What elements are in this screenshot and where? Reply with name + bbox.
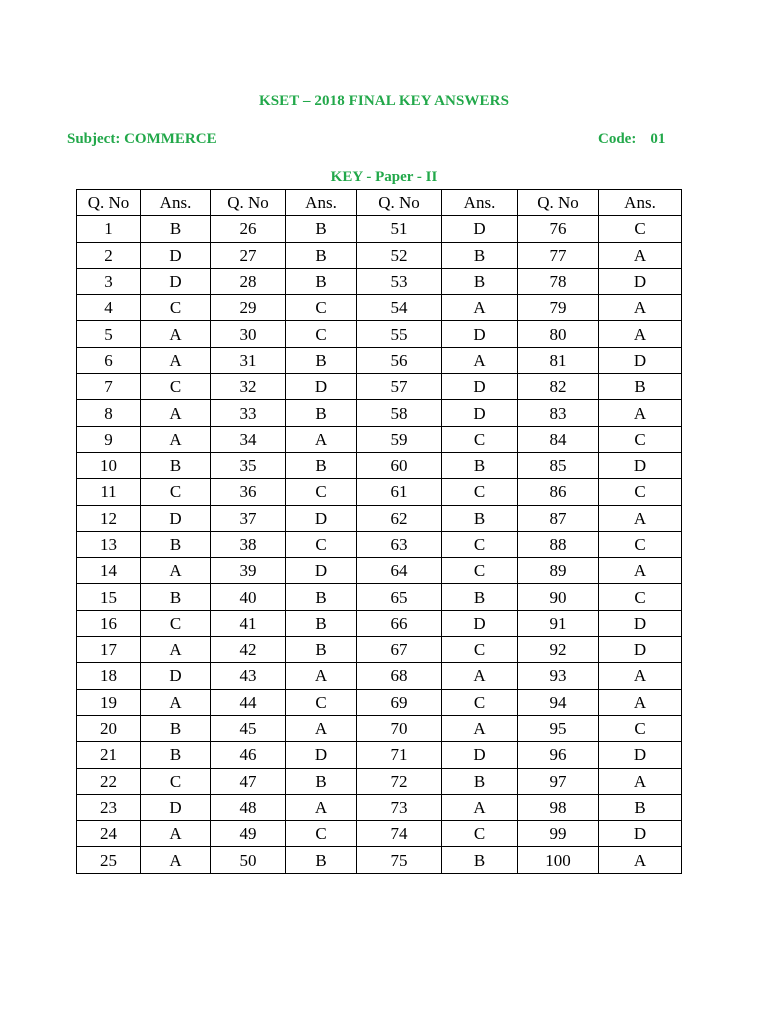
question-number-cell: 37	[211, 505, 286, 531]
column-header: Ans.	[599, 190, 682, 216]
answer-cell: D	[599, 742, 682, 768]
answer-cell: D	[286, 374, 357, 400]
answer-cell: B	[286, 347, 357, 373]
answer-cell: B	[141, 531, 211, 557]
table-row	[77, 347, 682, 373]
table-row	[77, 821, 682, 847]
question-number-cell: 5	[77, 321, 141, 347]
question-number-cell: 61	[357, 479, 442, 505]
answer-cell: C	[286, 321, 357, 347]
answer-cell: C	[286, 479, 357, 505]
question-number-cell: 45	[211, 715, 286, 741]
answer-cell: A	[141, 558, 211, 584]
answer-cell: A	[141, 821, 211, 847]
answer-cell: A	[442, 794, 518, 820]
question-number-cell: 67	[357, 637, 442, 663]
question-number-cell: 72	[357, 768, 442, 794]
answer-cell: D	[442, 400, 518, 426]
answer-cell: B	[286, 268, 357, 294]
answer-cell: D	[599, 637, 682, 663]
answer-cell: A	[141, 637, 211, 663]
answer-cell: C	[442, 558, 518, 584]
question-number-cell: 91	[518, 610, 599, 636]
column-header: Q. No	[211, 190, 286, 216]
question-number-cell: 51	[357, 216, 442, 242]
table-row	[77, 637, 682, 663]
table-row	[77, 610, 682, 636]
table-row	[77, 847, 682, 873]
question-number-cell: 34	[211, 426, 286, 452]
question-number-cell: 97	[518, 768, 599, 794]
answer-cell: B	[599, 794, 682, 820]
question-number-cell: 65	[357, 584, 442, 610]
question-number-cell: 23	[77, 794, 141, 820]
answer-cell: A	[599, 847, 682, 873]
answer-cell: A	[599, 295, 682, 321]
question-number-cell: 14	[77, 558, 141, 584]
question-number-cell: 73	[357, 794, 442, 820]
table-header-row	[77, 190, 682, 216]
answer-cell: A	[599, 321, 682, 347]
question-number-cell: 92	[518, 637, 599, 663]
paper-heading: KEY - Paper - II	[330, 169, 438, 185]
table-row	[77, 452, 682, 478]
question-number-cell: 89	[518, 558, 599, 584]
question-number-cell: 95	[518, 715, 599, 741]
question-number-cell: 18	[77, 663, 141, 689]
question-number-cell: 48	[211, 794, 286, 820]
answer-cell: B	[286, 216, 357, 242]
question-number-cell: 26	[211, 216, 286, 242]
question-number-cell: 96	[518, 742, 599, 768]
answer-cell: B	[286, 637, 357, 663]
question-number-cell: 50	[211, 847, 286, 873]
answer-cell: C	[599, 584, 682, 610]
answer-cell: C	[286, 689, 357, 715]
question-number-cell: 100	[518, 847, 599, 873]
table-row	[77, 479, 682, 505]
question-number-cell: 6	[77, 347, 141, 373]
question-number-cell: 49	[211, 821, 286, 847]
column-header: Ans.	[286, 190, 357, 216]
answer-cell: C	[141, 768, 211, 794]
question-number-cell: 81	[518, 347, 599, 373]
answer-cell: B	[141, 452, 211, 478]
code-line	[598, 131, 665, 148]
answer-cell: D	[599, 452, 682, 478]
answer-cell: C	[286, 531, 357, 557]
question-number-cell: 10	[77, 452, 141, 478]
answer-cell: D	[442, 216, 518, 242]
answer-cell: D	[599, 268, 682, 294]
question-number-cell: 33	[211, 400, 286, 426]
question-number-cell: 2	[77, 242, 141, 268]
answer-cell: D	[442, 374, 518, 400]
answer-cell: A	[599, 242, 682, 268]
answer-cell: A	[599, 400, 682, 426]
answer-cell: B	[442, 242, 518, 268]
answer-cell: A	[141, 347, 211, 373]
answer-key-table	[76, 189, 682, 874]
answer-cell: B	[286, 400, 357, 426]
answer-cell: D	[442, 610, 518, 636]
question-number-cell: 28	[211, 268, 286, 294]
answer-cell: B	[141, 742, 211, 768]
answer-cell: B	[442, 584, 518, 610]
table-row	[77, 400, 682, 426]
answer-cell: A	[599, 558, 682, 584]
question-number-cell: 77	[518, 242, 599, 268]
question-number-cell: 52	[357, 242, 442, 268]
answer-cell: A	[141, 847, 211, 873]
table-row	[77, 321, 682, 347]
question-number-cell: 85	[518, 452, 599, 478]
table-row	[77, 715, 682, 741]
answer-cell: C	[599, 216, 682, 242]
question-number-cell: 32	[211, 374, 286, 400]
answer-cell: D	[599, 821, 682, 847]
answer-cell: D	[141, 794, 211, 820]
question-number-cell: 15	[77, 584, 141, 610]
answer-cell: A	[286, 426, 357, 452]
answer-cell: B	[286, 768, 357, 794]
question-number-cell: 86	[518, 479, 599, 505]
answer-cell: B	[442, 268, 518, 294]
answer-cell: D	[599, 347, 682, 373]
question-number-cell: 39	[211, 558, 286, 584]
table-row	[77, 242, 682, 268]
column-header: Ans.	[141, 190, 211, 216]
question-number-cell: 21	[77, 742, 141, 768]
answer-cell: C	[442, 637, 518, 663]
question-number-cell: 88	[518, 531, 599, 557]
answer-cell: B	[442, 847, 518, 873]
question-number-cell: 36	[211, 479, 286, 505]
answer-cell: A	[141, 689, 211, 715]
answer-cell: C	[141, 295, 211, 321]
question-number-cell: 55	[357, 321, 442, 347]
question-number-cell: 46	[211, 742, 286, 768]
answer-cell: C	[141, 374, 211, 400]
question-number-cell: 16	[77, 610, 141, 636]
answer-cell: D	[599, 610, 682, 636]
answer-cell: A	[141, 321, 211, 347]
question-number-cell: 80	[518, 321, 599, 347]
answer-cell: C	[442, 689, 518, 715]
question-number-cell: 98	[518, 794, 599, 820]
code-value: 01	[650, 131, 666, 147]
answer-cell: B	[599, 374, 682, 400]
answer-cell: A	[599, 689, 682, 715]
answer-cell: B	[141, 216, 211, 242]
answer-cell: C	[599, 479, 682, 505]
question-number-cell: 99	[518, 821, 599, 847]
answer-cell: A	[286, 663, 357, 689]
subject-line	[67, 131, 217, 148]
question-number-cell: 53	[357, 268, 442, 294]
question-number-cell: 79	[518, 295, 599, 321]
answer-cell: A	[442, 295, 518, 321]
subject-value: COMMERCE	[124, 131, 217, 147]
question-number-cell: 58	[357, 400, 442, 426]
question-number-cell: 41	[211, 610, 286, 636]
answer-cell: A	[442, 715, 518, 741]
answer-cell: B	[286, 847, 357, 873]
answer-cell: A	[599, 768, 682, 794]
question-number-cell: 83	[518, 400, 599, 426]
answer-cell: A	[141, 400, 211, 426]
answer-cell: B	[442, 452, 518, 478]
answer-cell: D	[286, 558, 357, 584]
question-number-cell: 57	[357, 374, 442, 400]
question-number-cell: 70	[357, 715, 442, 741]
answer-cell: A	[442, 663, 518, 689]
table-row	[77, 794, 682, 820]
answer-cell: D	[141, 663, 211, 689]
question-number-cell: 38	[211, 531, 286, 557]
question-number-cell: 66	[357, 610, 442, 636]
answer-cell: C	[442, 479, 518, 505]
question-number-cell: 4	[77, 295, 141, 321]
question-number-cell: 30	[211, 321, 286, 347]
answer-cell: C	[286, 821, 357, 847]
answer-cell: B	[286, 584, 357, 610]
question-number-cell: 43	[211, 663, 286, 689]
question-number-cell: 47	[211, 768, 286, 794]
question-number-cell: 40	[211, 584, 286, 610]
answer-cell: A	[286, 794, 357, 820]
question-number-cell: 78	[518, 268, 599, 294]
question-number-cell: 69	[357, 689, 442, 715]
answer-cell: A	[442, 347, 518, 373]
answer-cell: C	[599, 426, 682, 452]
question-number-cell: 56	[357, 347, 442, 373]
question-number-cell: 63	[357, 531, 442, 557]
table-row	[77, 531, 682, 557]
question-number-cell: 3	[77, 268, 141, 294]
question-number-cell: 68	[357, 663, 442, 689]
code-label: Code:	[598, 131, 637, 147]
question-number-cell: 25	[77, 847, 141, 873]
question-number-cell: 87	[518, 505, 599, 531]
answer-cell: B	[286, 242, 357, 268]
table-row	[77, 689, 682, 715]
question-number-cell: 29	[211, 295, 286, 321]
table-row	[77, 268, 682, 294]
question-number-cell: 90	[518, 584, 599, 610]
answer-cell: A	[141, 426, 211, 452]
table-body	[77, 216, 682, 873]
question-number-cell: 71	[357, 742, 442, 768]
answer-cell: D	[286, 505, 357, 531]
column-header: Q. No	[357, 190, 442, 216]
question-number-cell: 12	[77, 505, 141, 531]
column-header: Q. No	[518, 190, 599, 216]
answer-cell: C	[442, 531, 518, 557]
question-number-cell: 17	[77, 637, 141, 663]
answer-cell: A	[286, 715, 357, 741]
answer-cell: B	[442, 505, 518, 531]
table-row	[77, 584, 682, 610]
question-number-cell: 31	[211, 347, 286, 373]
table-row	[77, 558, 682, 584]
answer-cell: C	[442, 426, 518, 452]
answer-cell: A	[599, 663, 682, 689]
answer-cell: B	[286, 610, 357, 636]
table-row	[77, 426, 682, 452]
answer-cell: C	[141, 610, 211, 636]
table-row	[77, 374, 682, 400]
question-number-cell: 54	[357, 295, 442, 321]
document-title: KSET – 2018 FINAL KEY ANSWERS	[258, 93, 510, 109]
question-number-cell: 75	[357, 847, 442, 873]
answer-cell: B	[141, 715, 211, 741]
answer-cell: C	[286, 295, 357, 321]
question-number-cell: 7	[77, 374, 141, 400]
question-number-cell: 94	[518, 689, 599, 715]
column-header: Q. No	[77, 190, 141, 216]
table-row	[77, 663, 682, 689]
question-number-cell: 1	[77, 216, 141, 242]
question-number-cell: 93	[518, 663, 599, 689]
question-number-cell: 84	[518, 426, 599, 452]
question-number-cell: 82	[518, 374, 599, 400]
answer-cell: B	[286, 452, 357, 478]
answer-cell: C	[141, 479, 211, 505]
table-row	[77, 505, 682, 531]
table-row	[77, 295, 682, 321]
question-number-cell: 35	[211, 452, 286, 478]
question-number-cell: 27	[211, 242, 286, 268]
question-number-cell: 62	[357, 505, 442, 531]
question-number-cell: 76	[518, 216, 599, 242]
question-number-cell: 9	[77, 426, 141, 452]
answer-cell: D	[442, 321, 518, 347]
table-row	[77, 768, 682, 794]
table-row	[77, 742, 682, 768]
question-number-cell: 20	[77, 715, 141, 741]
question-number-cell: 24	[77, 821, 141, 847]
answer-cell: D	[141, 242, 211, 268]
question-number-cell: 74	[357, 821, 442, 847]
table-row	[77, 216, 682, 242]
answer-cell: B	[141, 584, 211, 610]
answer-cell: C	[599, 715, 682, 741]
answer-cell: D	[286, 742, 357, 768]
question-number-cell: 11	[77, 479, 141, 505]
question-number-cell: 8	[77, 400, 141, 426]
question-number-cell: 60	[357, 452, 442, 478]
question-number-cell: 44	[211, 689, 286, 715]
answer-cell: D	[141, 505, 211, 531]
answer-cell: B	[442, 768, 518, 794]
answer-cell: C	[599, 531, 682, 557]
question-number-cell: 64	[357, 558, 442, 584]
answer-cell: D	[141, 268, 211, 294]
answer-cell: D	[442, 742, 518, 768]
question-number-cell: 13	[77, 531, 141, 557]
answer-cell: A	[599, 505, 682, 531]
column-header: Ans.	[442, 190, 518, 216]
question-number-cell: 42	[211, 637, 286, 663]
answer-cell: C	[442, 821, 518, 847]
question-number-cell: 22	[77, 768, 141, 794]
question-number-cell: 19	[77, 689, 141, 715]
question-number-cell: 59	[357, 426, 442, 452]
subject-label: Subject:	[67, 131, 121, 147]
